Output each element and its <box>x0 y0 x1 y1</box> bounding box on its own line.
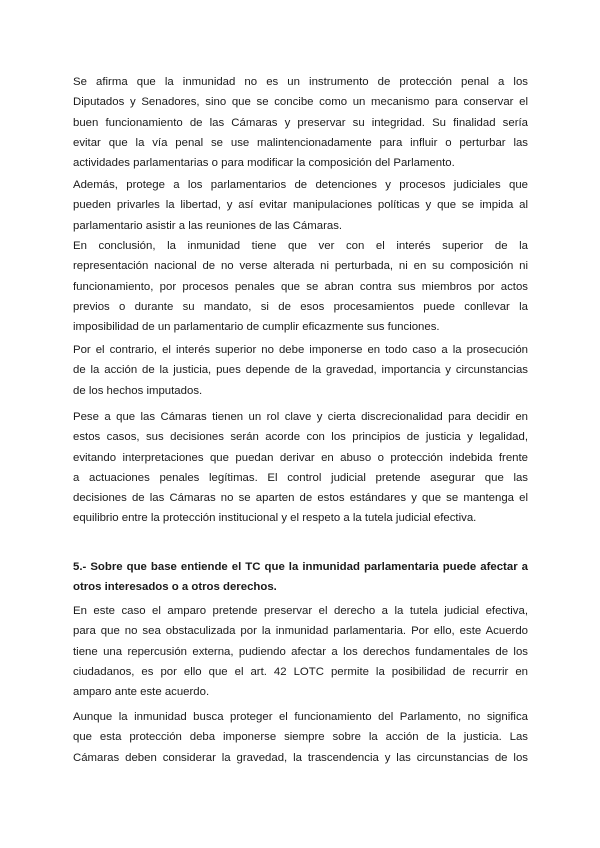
text-line: funcionamiento, por procesos penales que se abran contra sus miembros por actos <box>73 280 528 293</box>
text-line: buen funcionamiento de las Cámaras y preservar su integridad. Su finalidad sería <box>73 116 528 129</box>
text-line: Aunque la inmunidad busca proteger el funcionamiento del Parlamento, no significa <box>73 711 528 723</box>
text-line: a actuaciones penales legítimas. El control judicial pretende asegurar que las <box>73 471 528 484</box>
text-line: 5.- Sobre que base entiende el TC que la inmunidad parlamentaria puede afectar a <box>73 561 528 573</box>
text-line: previos o durante su mandato, si de esos procesamientos puede conllevar la <box>73 300 528 313</box>
text-line: tiene una repercusión externa, pudiendo afectar a los derechos fundamentales de los <box>73 645 528 658</box>
text-line: Cámaras deben considerar la gravedad, la trascendencia y las circunstancias de los <box>73 751 528 764</box>
text-line: actividades parlamentarias o para modificar la composición del Parlamento. <box>73 157 455 170</box>
text-line: En conclusión, la inmunidad tiene que ver con el interés superior de la <box>73 240 528 252</box>
paragraph <box>73 175 528 236</box>
text-line: Además, protege a los parlamentarios de detenciones y procesos judiciales que <box>73 179 528 191</box>
text-line: evitando interpretaciones que puedan derivar en abuso o protección indebida frente <box>73 451 528 464</box>
text-line: decisiones de las Cámaras no se aparten de estos estándares y que se mantenga el <box>73 492 528 505</box>
paragraph <box>73 72 528 173</box>
text-line: equilibrio entre la protección institucional y el respeto a la tutela judicial efectiva. <box>73 512 477 525</box>
text-line: otros interesados o a otros derechos. <box>73 581 277 594</box>
text-line: En este caso el amparo pretende preservar el derecho a la tutela judicial efectiva, <box>73 605 528 617</box>
paragraph <box>73 407 528 529</box>
text-line: representación nacional de no verse alterada ni perturbada, ni en su composición ni <box>73 260 528 273</box>
text-line: estos casos, sus decisiones serán acorde con los principios de justicia y legalidad, <box>73 431 528 444</box>
text-line: Por el contrario, el interés superior no debe imponerse en todo caso a la prosecución <box>73 344 528 356</box>
paragraph <box>73 340 528 401</box>
text-line: Se afirma que la inmunidad no es un instrumento de protección penal a los <box>73 76 528 88</box>
text-line: ciudadanos, es por ello que el art. 42 LOTC permite la posibilidad de recurrir en <box>73 665 528 678</box>
section-heading <box>73 557 528 598</box>
text-line: para que no sea obstaculizada por la inmunidad parlamentaria. Por ello, este Acuerdo <box>73 625 528 638</box>
text-line: evitar que la vía penal se use malintencionadamente para influir o perturbar las <box>73 136 528 149</box>
paragraph <box>73 601 528 702</box>
text-line: Diputados y Senadores, sino que se concibe como un mecanismo para conservar el <box>73 96 528 109</box>
text-line: Pese a que las Cámaras tienen un rol clave y cierta discrecionalidad para decidir en <box>73 411 528 423</box>
text-line: amparo ante este acuerdo. <box>73 686 210 699</box>
text-line: pueden privarles la libertad, y así evitar manipulaciones políticas y que se impida al <box>73 199 528 212</box>
text-line: parlamentario asistir a las reuniones de las Cámaras. <box>73 219 343 232</box>
text-line: que esta protección deba imponerse siempre sobre la acción de la justicia. Las <box>73 731 528 744</box>
paragraph <box>73 236 528 337</box>
text-line: de los hechos imputados. <box>73 384 203 397</box>
paragraph <box>73 707 528 768</box>
text-line: de la acción de la justicia, pues depende de la gravedad, importancia y circunstancias <box>73 364 528 377</box>
text-line: imposibilidad de un parlamentario de cumplir eficazmente sus funciones. <box>73 321 440 334</box>
